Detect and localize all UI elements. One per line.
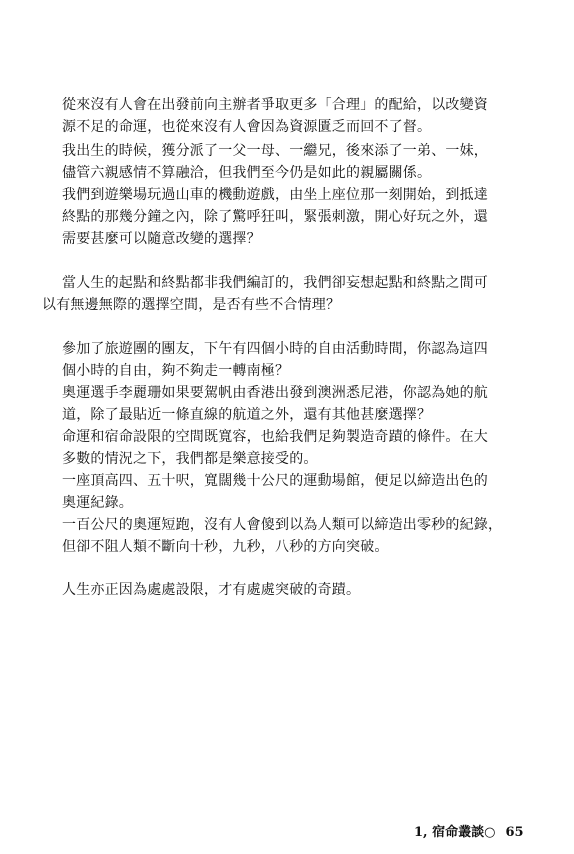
text-line: 需要甚麼可以隨意改變的選擇？ xyxy=(62,231,261,247)
text-line: 以有無邊無際的選擇空間，是否有些不合情理？ xyxy=(42,297,341,313)
page-number: 65 xyxy=(505,825,524,840)
text-line: 從來沒有人會在出發前向主辦者爭取更多「合理」的配給，以改變資 xyxy=(62,97,488,113)
text-line: 終點的那幾分鐘之內，除了驚呼狂叫，緊張刺激，開心好玩之外，還 xyxy=(62,209,488,225)
paragraph-conclusion xyxy=(42,579,554,601)
section-title: 1, 宿命叢談○ xyxy=(414,825,496,840)
paragraph-start-end xyxy=(42,272,554,316)
text-line: 一座頂高四、五十呎，寬闊幾十公尺的運動場館，便足以締造出色的 xyxy=(62,473,488,489)
paragraph-sprint xyxy=(62,514,552,558)
paragraph-resources xyxy=(62,94,552,138)
text-line: 一百公尺的奧運短跑，沒有人會傻到以為人類可以締造出零秒的紀錄， xyxy=(62,517,503,533)
paragraph-rollercoaster xyxy=(62,184,552,250)
text-line: 個小時的自由，夠不夠走一轉南極？ xyxy=(62,363,290,379)
text-line: 參加了旅遊團的團友，下午有四個小時的自由活動時間，你認為這四 xyxy=(62,341,488,357)
text-line: 我出生的時候，獲分派了一父一母、一繼兄，後來添了一弟、一妹， xyxy=(62,143,488,159)
text-line: 源不足的命運，也從來沒有人會因為資源匱乏而回不了督。 xyxy=(62,119,432,135)
text-line: 命運和宿命設限的空間既寬容，也給我們足夠製造奇蹟的條件。在大 xyxy=(62,429,488,445)
text-line: 儘管六親感情不算融洽，但我們至今仍是如此的親屬關係。 xyxy=(62,165,432,181)
text-line: 我們到遊樂場玩過山車的機動遊戲，由坐上座位那一刻開始，到抵達 xyxy=(62,187,488,203)
text-line: 奧運紀錄。 xyxy=(62,495,133,511)
text-line: 當人生的起點和終點都非我們編訂的，我們卻妄想起點和終點之間可 xyxy=(62,275,488,291)
paragraph-sailing xyxy=(62,382,552,426)
text-line: 但卻不阻人類不斷向十秒，九秒，八秒的方向突破。 xyxy=(62,539,389,555)
paragraph-tour xyxy=(62,338,552,382)
paragraph-stadium xyxy=(62,470,552,514)
text-line: 人生亦正因為處處設限，才有處處突破的奇蹟。 xyxy=(62,582,361,598)
paragraph-fate-space xyxy=(62,426,552,470)
text-line: 道，除了最貼近一條直線的航道之外，還有其他甚麼選擇？ xyxy=(62,407,432,423)
paragraph-birth xyxy=(62,140,552,184)
text-line: 奧運選手李麗珊如果要駕帆由香港出發到澳洲悉尼港，你認為她的航 xyxy=(62,385,488,401)
page-footer xyxy=(414,821,524,840)
text-line: 多數的情況之下，我們都是樂意接受的。 xyxy=(62,451,318,467)
